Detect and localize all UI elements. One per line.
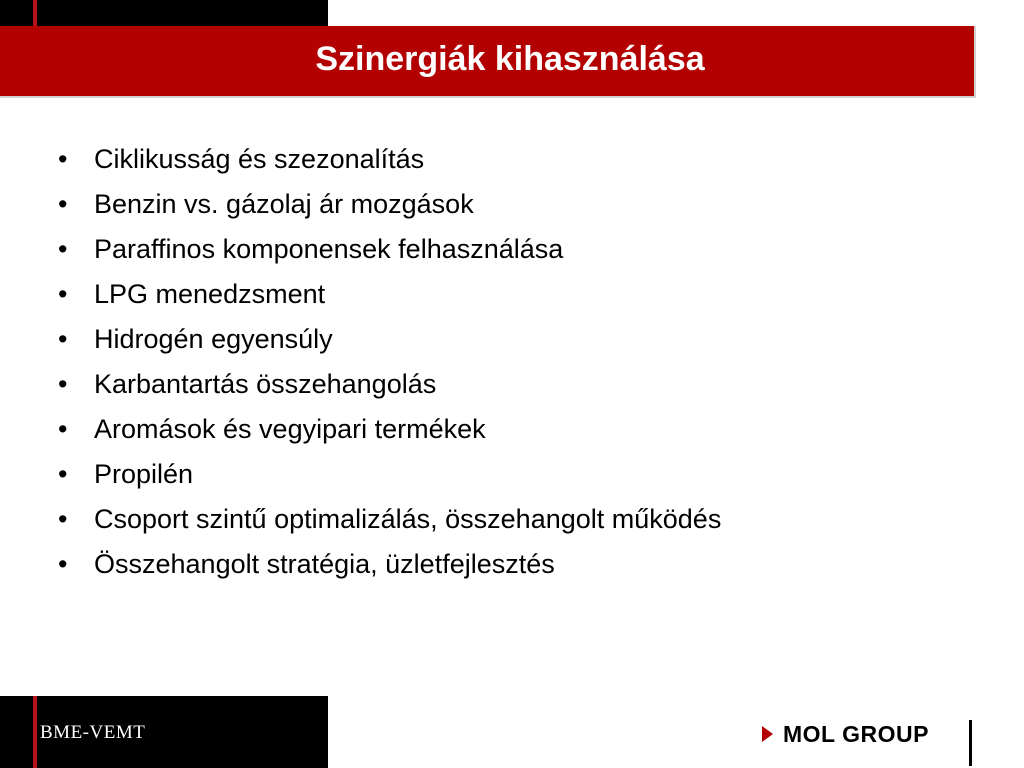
list-item [52,317,721,362]
bullet-icon: • [58,459,68,489]
list-item-text: LPG menedzsment [94,279,326,309]
bullet-icon: • [58,549,68,579]
list-item-text: Karbantartás összehangolás [94,369,437,399]
top-bar [0,0,328,26]
list-item-text: Összehangolt stratégia, üzletfejlesztés [94,549,555,579]
list-item-text: Benzin vs. gázolaj ár mozgások [94,189,474,219]
list-item-text: Propilén [94,459,194,489]
list-item [52,272,721,317]
title-banner [0,26,976,98]
list-item [52,227,721,272]
mol-group-logo [762,720,929,748]
list-item [52,542,721,587]
bullet-icon: • [58,279,68,309]
bullet-list [52,137,721,587]
footer-left-panel [0,696,328,768]
bullet-icon: • [58,144,68,174]
list-item-text: Ciklikusság és szezonalítás [94,144,425,174]
logo-divider [969,720,972,766]
list-item [52,182,721,227]
slide-title: Szinergiák kihasználása [315,40,705,78]
footer-accent [33,696,37,768]
list-item-text: Paraffinos komponensek felhasználása [94,234,564,264]
list-item [52,407,721,452]
list-item [52,497,721,542]
list-item-text: Hidrogén egyensúly [94,324,333,354]
bullet-icon: • [58,234,68,264]
list-item-text: Aromások és vegyipari termékek [94,414,486,444]
logo-text: MOL GROUP [783,721,929,747]
list-item [52,137,721,182]
bullet-icon: • [58,369,68,399]
footer-label: BME-VEMT [40,722,146,743]
bullet-icon: • [58,504,68,534]
list-item-text: Csoport szintű optimalizálás, összehangolt működés [94,504,722,534]
triangle-right-icon [762,726,773,742]
bullet-icon: • [58,189,68,219]
bullet-icon: • [58,324,68,354]
list-item [52,452,721,497]
top-bar-accent [33,0,37,26]
bullet-icon: • [58,414,68,444]
list-item [52,362,721,407]
